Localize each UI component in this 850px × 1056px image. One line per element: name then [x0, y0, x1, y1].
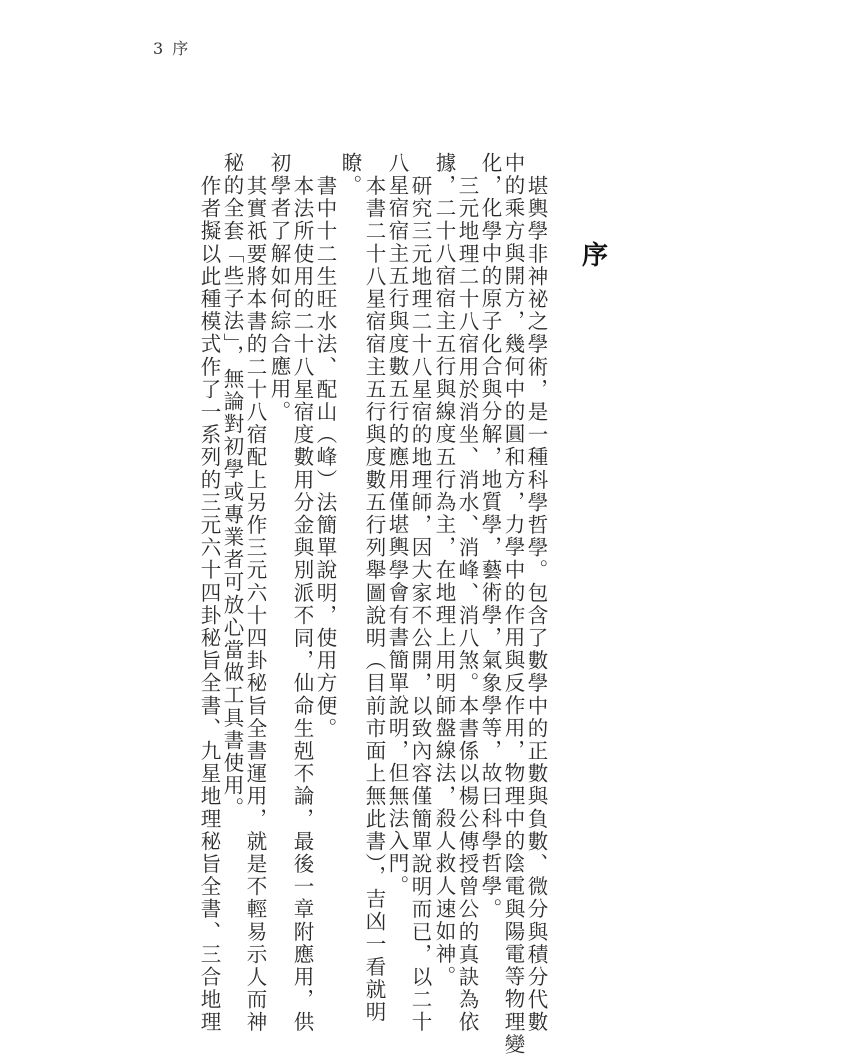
text-column: 瞭。 [338, 152, 362, 198]
page-title: 序 [582, 241, 609, 271]
text-column: 其實祇要將本書的二十八宿配上另作三元六十四卦秘旨全書運用，就是不輕易示人而神 [243, 175, 267, 1034]
text-column: 本書二十八星宿宿主五行與度數五行列舉圖說明（目前市面上無此書），吉凶一看就明 [362, 175, 386, 1024]
text-column: 中的乘方與開方，幾何中的圓和方，力學中的作用與反作用，物理中的陰電與陽電等物理變 [501, 152, 525, 1056]
text-column: 研究三元地理二十八星宿的地理師，因大家不公開，以致內容僅簡單說明而已，以二十 [408, 175, 432, 1034]
text-column: 三元地理二十八宿用於消坐、消水、消峰、消八煞。本書係以楊公傳授曾公的真訣為依 [455, 175, 479, 1034]
text-column: 作者擬以此種模式作了一系列的三元六十四卦秘旨全書、九星地理秘旨全書、三合地理 [197, 175, 221, 1034]
running-header: 3 序 [153, 39, 191, 58]
text-column: 據，二十八宿宿主五行與線度五行為主，在地理上用明師盤線法，殺人救人速如神。 [432, 152, 456, 989]
text-column: 化，化學中的原子化合與分解，地質學，藝術學，氣象學等，故曰科學哲學。 [478, 152, 502, 921]
text-column: 秘的全套「些子法」，無論對初學或專業者可放心當做工具書使用。 [220, 152, 244, 820]
text-column: 堪輿學非神祕之學術，是一種科學哲學。包含了數學中的正數與負數、微分與積分代數 [524, 175, 548, 1034]
text-column: 八星宿宿主五行與度數五行的應用僅堪輿學會有書簡單說明，但無法入門。 [385, 152, 409, 898]
text-column: 書中十二生旺水法、配山（峰）法簡單說明，使用方便。 [313, 175, 337, 740]
text-column: 本法所使用的二十八星宿度數用分金與別派不同，仙命生剋不論，最後一章附應用，供 [290, 175, 314, 1034]
text-column: 初學者了解如何綜合應用。 [267, 152, 291, 424]
